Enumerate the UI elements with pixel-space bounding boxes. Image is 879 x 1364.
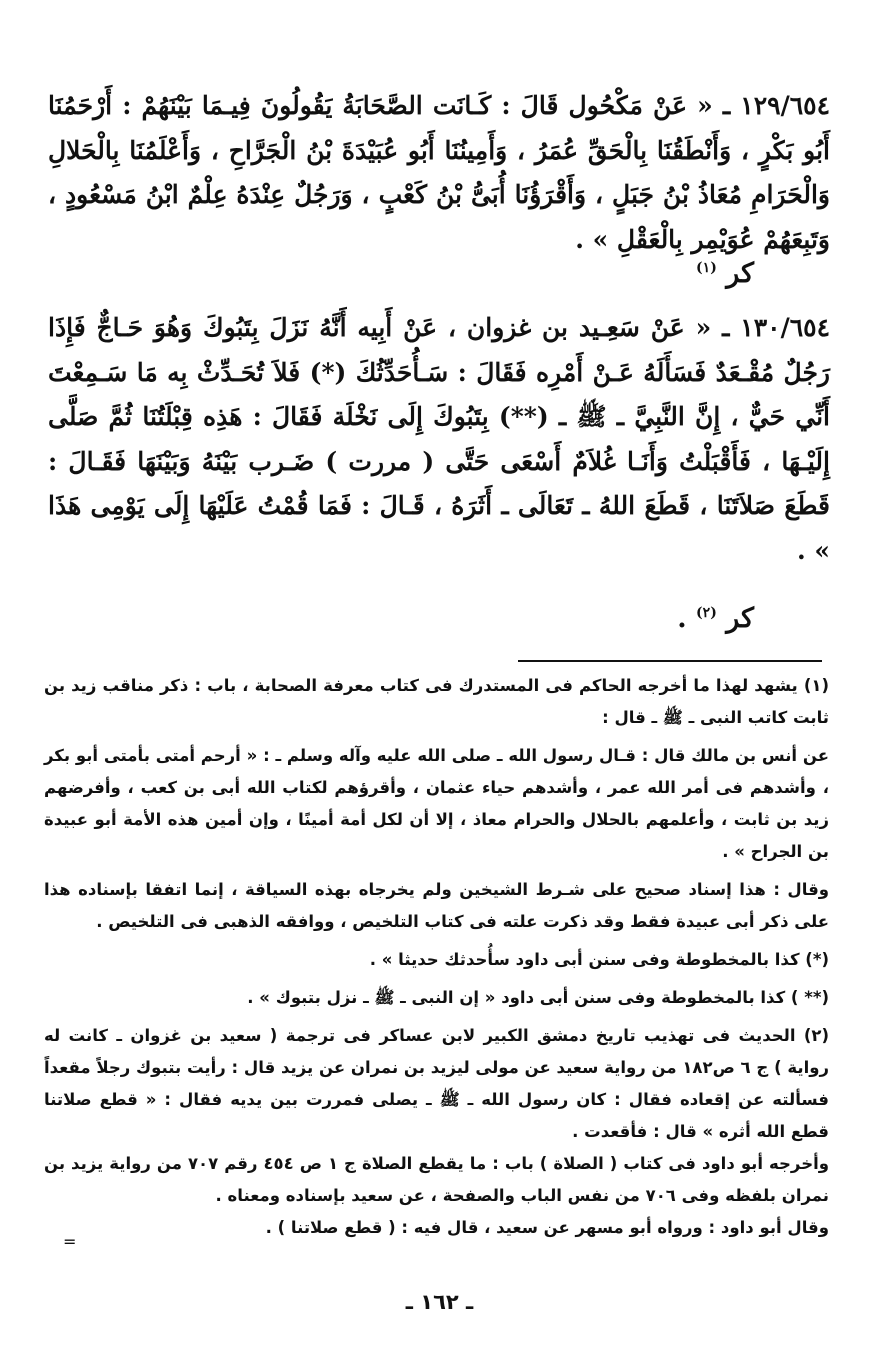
page-number: ـ ١٦٢ ـ — [405, 1290, 474, 1314]
footnote-1-quote: عن أنس بن مالك قال : قـال رسول الله ـ صلى الله عليه وآله وسلم ـ : « أرحم أمتى بأمتى أبو بكر ، وأشدهم فى أمر الله عمر ، وأشدهم حياء عثمان ، وأقرؤهم لكتاب الله أبى بن كعب ، وأفرضهم زيد بن ثابت ، وأعلمهم بالحلال والحرام معاذ ، إلا أن لكل أمة أمينًا ، وإن أمين هذه الأمة أبو عبيدة بن الجراح » . — [44, 746, 829, 861]
hadith-130-text: ١٣٠/٦٥٤ ـ « عَنْ سَعِـيد بن غزوان ، عَنْ أَبِيه أَنَّهُ نَزَلَ بِتَبُوكَ وَهُوَ حَـاجٌّ فَإِذَا رَجُلٌ مُقْـعَدٌ فَسَأَلَهُ عَـنْ أَمْرِه فَقَالَ : سَـأُحَدِّثُكَ (*) فَلاَ تُحَـدِّثْ بِه مَا سَـمِعْتَ أَنِّي حَيٌّ ، إِنَّ النَّبِيَّ ـ ﷺ ـ (**) بِتَبُوكَ إِلَى نَخْلَة فَقَالَ : هَذِه قِبْلَتُنَا ثُمَّ صَلَّى إِلَيْـهَا ، فَأَقْبَلْتُ وَأَنَـا غُلاَمٌ أَسْعَى حَتَّى ( مررت ) ضَـرب بَيْنَهُ وَبَيْنَهَا فَقَـالَ : قَطَعَ صَلاَتَنَا ، قَطَعَ اللهُ ـ تَعَالَى ـ أَثَرَهُ ، قَـالَ : فَمَا قُمْتُ عَلَيْهَا إِلَى يَوْمِى هَذَا » . — [48, 313, 830, 565]
footnotes-section — [44, 670, 829, 1244]
footnote-divider — [518, 660, 822, 662]
source-label: كر — [726, 258, 754, 289]
footnote-2-intro: (٢) الحديث فى تهذيب تاريخ دمشق الكبير لابن عساكر فى ترجمة ( سعيد بن غزوان ـ كانت له رواية ) ج ٦ ص١٨٢ من رواية سعيد عن مولى ليزيد بن نمران عن يزيد قال : رأيت بتبوك رجلاً مقعداً فسألته عن إقعاده فقال : كان رسول الله ـ ﷺ ـ يصلى فمررت بين يديه فقال : « قطع صلاتنا قطع الله أثره » قال : فأقعدت . — [44, 1026, 829, 1141]
footnote-2-closing: وقال أبو داود : ورواه أبو مسهر عن سعيد ، قال فيه : ( قطع صلاتنا ) . — [265, 1218, 829, 1237]
source-end-mark: . — [677, 603, 687, 634]
continuation-mark: = — [63, 1232, 77, 1251]
source-reference-2 — [554, 603, 754, 634]
source-reference-1 — [554, 258, 754, 289]
footnote-marker-1: (١) — [696, 260, 717, 276]
hadith-129-text: ١٢٩/٦٥٤ ـ « عَنْ مَكْحُول قَالَ : كَـانَت الصَّحَابَةُ يَقُولُونَ فِيـمَا بَيْنَهُمْ : أَرْحَمُنَا أَبُو بَكْرٍ ، وَأَنْطَقُنَا بِالْحَقِّ عُمَرُ ، وَأَمِينُنَا أَبُو عُبَيْدَةَ بْنُ الْجَرَّاحِ ، وَأَعْلَمُنَا بِالْحَلالِ وَالْحَرَامِ مُعَاذُ بْنُ جَبَلٍ ، وَأَقْرَؤُنَا أُبَىُّ بْنُ كَعْبٍ ، وَرَجُلٌ عِنْدَهُ عِلْمٌ ابْنُ مَسْعُودٍ ، وَتَبِعَهُمْ عُوَيْمِر بِالْعَقْلِ » . — [48, 91, 830, 254]
footnote-star-1: (*) كذا بالمخطوطة وفى سنن أبى داود سأُحدثك حديثا » . — [369, 950, 829, 969]
source-label: كر — [726, 603, 754, 634]
footnote-marker-2: (٢) — [696, 605, 717, 621]
footnote-star-2: (** ) كذا بالمخطوطة وفى سنن أبى داود « إن النبى ـ ﷺ ـ نزل بتبوك » . — [247, 988, 829, 1007]
footnote-1-comment: وقال : هذا إسناد صحيح على شـرط الشيخين ولم يخرجاه بهذه السياقة ، إنما اتفقا بإسناده هذا على ذكر أبى عبيدة فقط وقد ذكرت علته فى كتاب التلخيص ، ووافقه الذهبى فى التلخيص . — [44, 880, 829, 931]
footnote-2-abu-dawud: وأخرجه أبو داود فى كتاب ( الصلاة ) باب : ما يقطع الصلاة ج ١ ص ٤٥٤ رقم ٧٠٧ من رواية يزيد بن نمران بلفظه وفى ٧٠٦ من نفس الباب والصفحة ، عن سعيد بإسناده ومعناه . — [44, 1154, 829, 1205]
footnote-1-intro: (١) يشهد لهذا ما أخرجه الحاكم فى المستدرك فى كتاب معرفة الصحابة ، باب : ذكر مناقب زيد بن ثابت كاتب النبى ـ ﷺ ـ قال : — [44, 676, 829, 727]
